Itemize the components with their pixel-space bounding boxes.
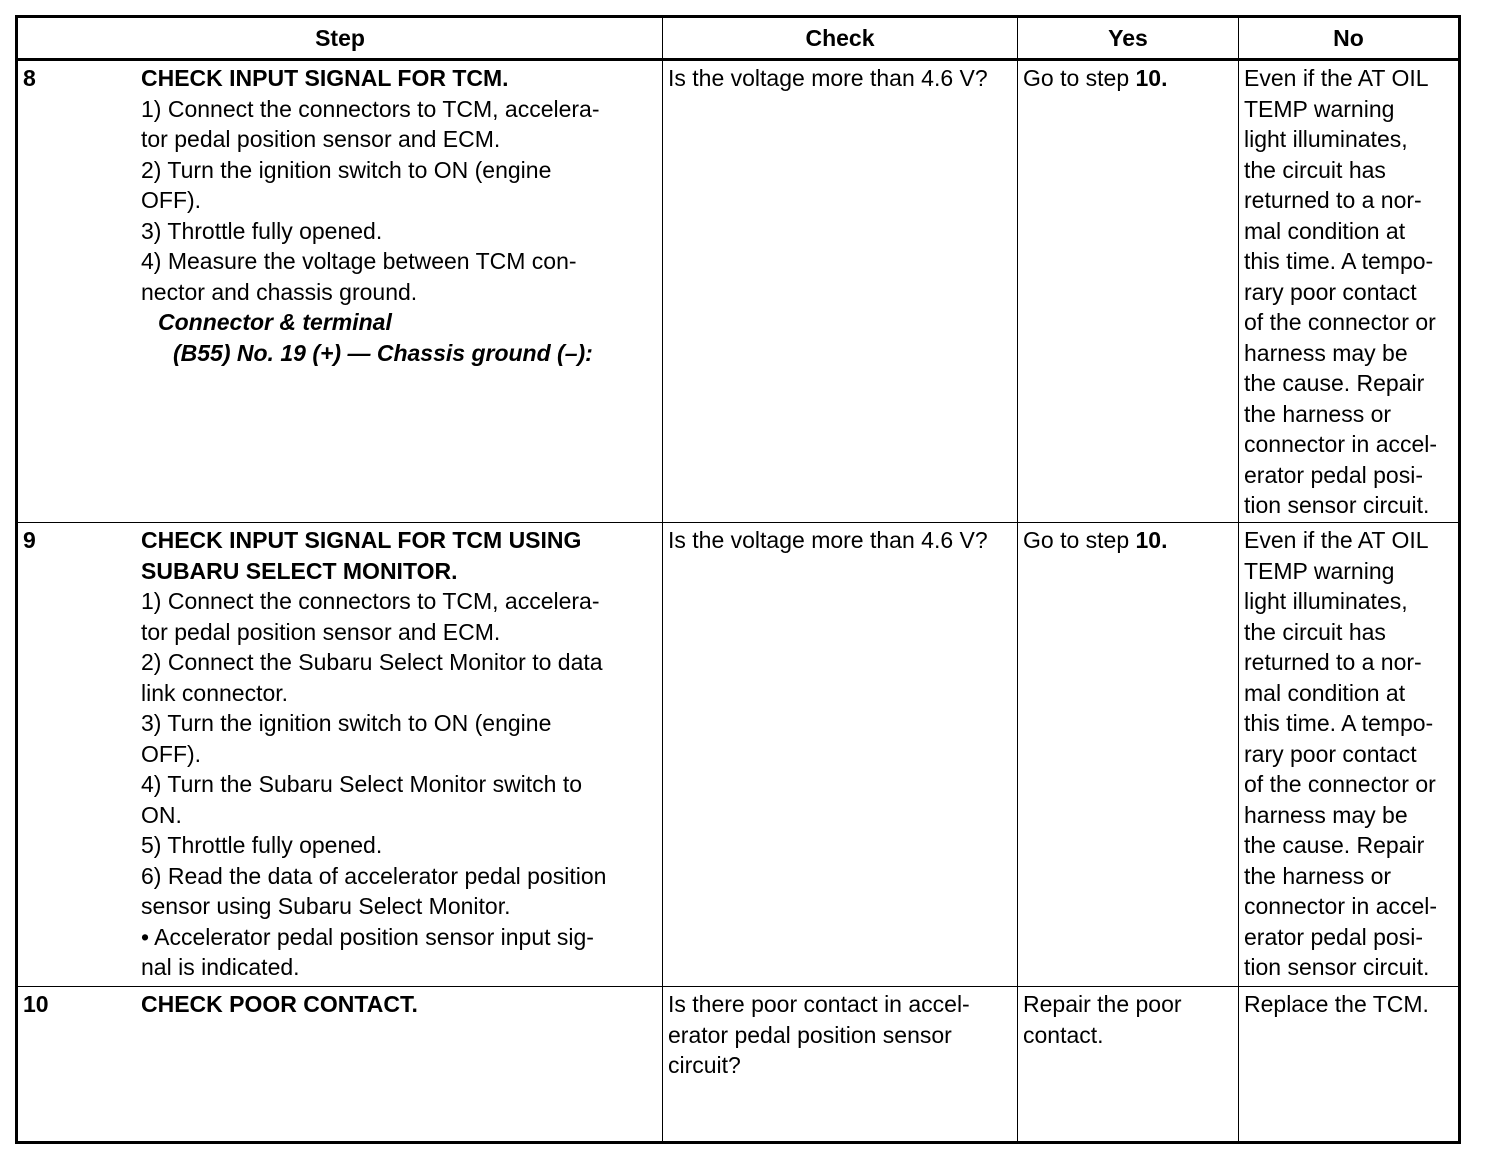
check-cell	[663, 60, 1018, 523]
no-line: tion sensor circuit.	[1244, 954, 1430, 980]
no-line: the circuit has	[1244, 156, 1386, 183]
no-line: this time. A tempo-	[1244, 710, 1434, 736]
step-line: 3) Throttle fully opened.	[141, 217, 383, 244]
step-line: 2) Connect the Subaru Select Monitor to data	[141, 649, 603, 675]
no-line: TEMP warning	[1244, 557, 1395, 584]
connector-terminal-label: Connector & terminal	[158, 309, 392, 335]
step-title: CHECK POOR CONTACT.	[141, 991, 418, 1017]
yes-text: Go to step	[1023, 527, 1136, 553]
yes-cell	[1018, 987, 1239, 1143]
no-line: the cause. Repair	[1244, 832, 1425, 858]
step-line: tor pedal position sensor and ECM.	[141, 618, 501, 645]
yes-step-ref: 10.	[1135, 65, 1168, 91]
no-line: mal condition at	[1244, 217, 1406, 244]
no-line: erator pedal posi-	[1244, 461, 1423, 488]
step-line: 1) Connect the connectors to TCM, accelera-	[141, 95, 600, 122]
yes-text: Repair the poor	[1023, 991, 1182, 1017]
no-line: connector in accel-	[1244, 893, 1438, 919]
table-row-step-8	[17, 60, 1460, 523]
no-line: light illuminates,	[1244, 588, 1408, 614]
no-line: the harness or	[1244, 862, 1392, 889]
step-line: nector and chassis ground.	[141, 278, 418, 305]
no-line: Even if the AT OIL	[1244, 65, 1429, 91]
header-no: No	[1239, 17, 1460, 60]
table-row-step-9	[17, 523, 1460, 987]
step-title: SUBARU SELECT MONITOR.	[141, 557, 458, 584]
no-line: Replace the TCM.	[1244, 991, 1429, 1017]
step-title: CHECK INPUT SIGNAL FOR TCM USING	[141, 527, 582, 553]
no-cell	[1239, 987, 1460, 1143]
check-text: Is the voltage more than 4.6 V?	[668, 527, 988, 553]
check-text: erator pedal position sensor	[668, 1021, 952, 1048]
step-line: 4) Turn the Subaru Select Monitor switch to	[141, 771, 583, 797]
yes-text: contact.	[1023, 1021, 1104, 1048]
step-line: OFF).	[141, 740, 202, 767]
step-line: ON.	[141, 801, 182, 828]
step-line: link connector.	[141, 679, 289, 706]
header-check: Check	[663, 17, 1018, 60]
connector-terminal-value: (B55) No. 19 (+) — Chassis ground (–):	[173, 339, 593, 366]
no-line: of the connector or	[1244, 771, 1436, 797]
check-text: Is there poor contact in accel-	[668, 991, 970, 1017]
no-line: erator pedal posi-	[1244, 923, 1423, 950]
step-number: 10	[23, 991, 49, 1017]
step-line: 6) Read the data of accelerator pedal position	[141, 862, 607, 889]
no-line: tion sensor circuit.	[1244, 492, 1430, 518]
step-line: • Accelerator pedal position sensor input sig-	[141, 923, 594, 950]
yes-cell	[1018, 60, 1239, 523]
step-cell	[17, 60, 663, 523]
no-cell	[1239, 60, 1460, 523]
no-line: rary poor contact	[1244, 278, 1417, 305]
no-line: light illuminates,	[1244, 126, 1408, 152]
step-number: 8	[23, 65, 36, 91]
no-line: returned to a nor-	[1244, 187, 1422, 213]
no-line: Even if the AT OIL	[1244, 527, 1429, 553]
step-cell	[17, 987, 663, 1143]
table-row-step-10	[17, 987, 1460, 1143]
step-line: 5) Throttle fully opened.	[141, 832, 383, 858]
step-line: OFF).	[141, 187, 202, 213]
no-line: this time. A tempo-	[1244, 248, 1434, 274]
no-line: the circuit has	[1244, 618, 1386, 645]
no-line: TEMP warning	[1244, 95, 1395, 122]
check-cell	[663, 523, 1018, 987]
no-cell	[1239, 523, 1460, 987]
check-text: Is the voltage more than 4.6 V?	[668, 65, 988, 91]
step-title: CHECK INPUT SIGNAL FOR TCM.	[141, 65, 509, 91]
yes-step-ref: 10.	[1135, 527, 1168, 553]
step-line: sensor using Subaru Select Monitor.	[141, 893, 511, 919]
step-line: 4) Measure the voltage between TCM con-	[141, 248, 577, 274]
step-line: 3) Turn the ignition switch to ON (engine	[141, 710, 552, 736]
header-yes: Yes	[1018, 17, 1239, 60]
no-line: mal condition at	[1244, 679, 1406, 706]
step-line: tor pedal position sensor and ECM.	[141, 126, 501, 152]
check-text: circuit?	[668, 1052, 741, 1078]
step-line: nal is indicated.	[141, 954, 300, 980]
header-step: Step	[17, 17, 663, 60]
step-cell	[17, 523, 663, 987]
yes-cell	[1018, 523, 1239, 987]
no-line: the cause. Repair	[1244, 370, 1425, 396]
step-line: 2) Turn the ignition switch to ON (engine	[141, 156, 552, 183]
no-line: harness may be	[1244, 339, 1408, 366]
check-cell	[663, 987, 1018, 1143]
no-line: returned to a nor-	[1244, 649, 1422, 675]
step-line: 1) Connect the connectors to TCM, accelera-	[141, 588, 600, 614]
no-line: connector in accel-	[1244, 431, 1438, 457]
yes-text: Go to step	[1023, 65, 1136, 91]
no-line: of the connector or	[1244, 309, 1436, 335]
no-line: rary poor contact	[1244, 740, 1417, 767]
no-line: the harness or	[1244, 400, 1392, 427]
diagnostic-table	[15, 15, 1461, 1144]
no-line: harness may be	[1244, 801, 1408, 828]
step-number: 9	[23, 527, 36, 553]
header-row	[17, 17, 1460, 60]
